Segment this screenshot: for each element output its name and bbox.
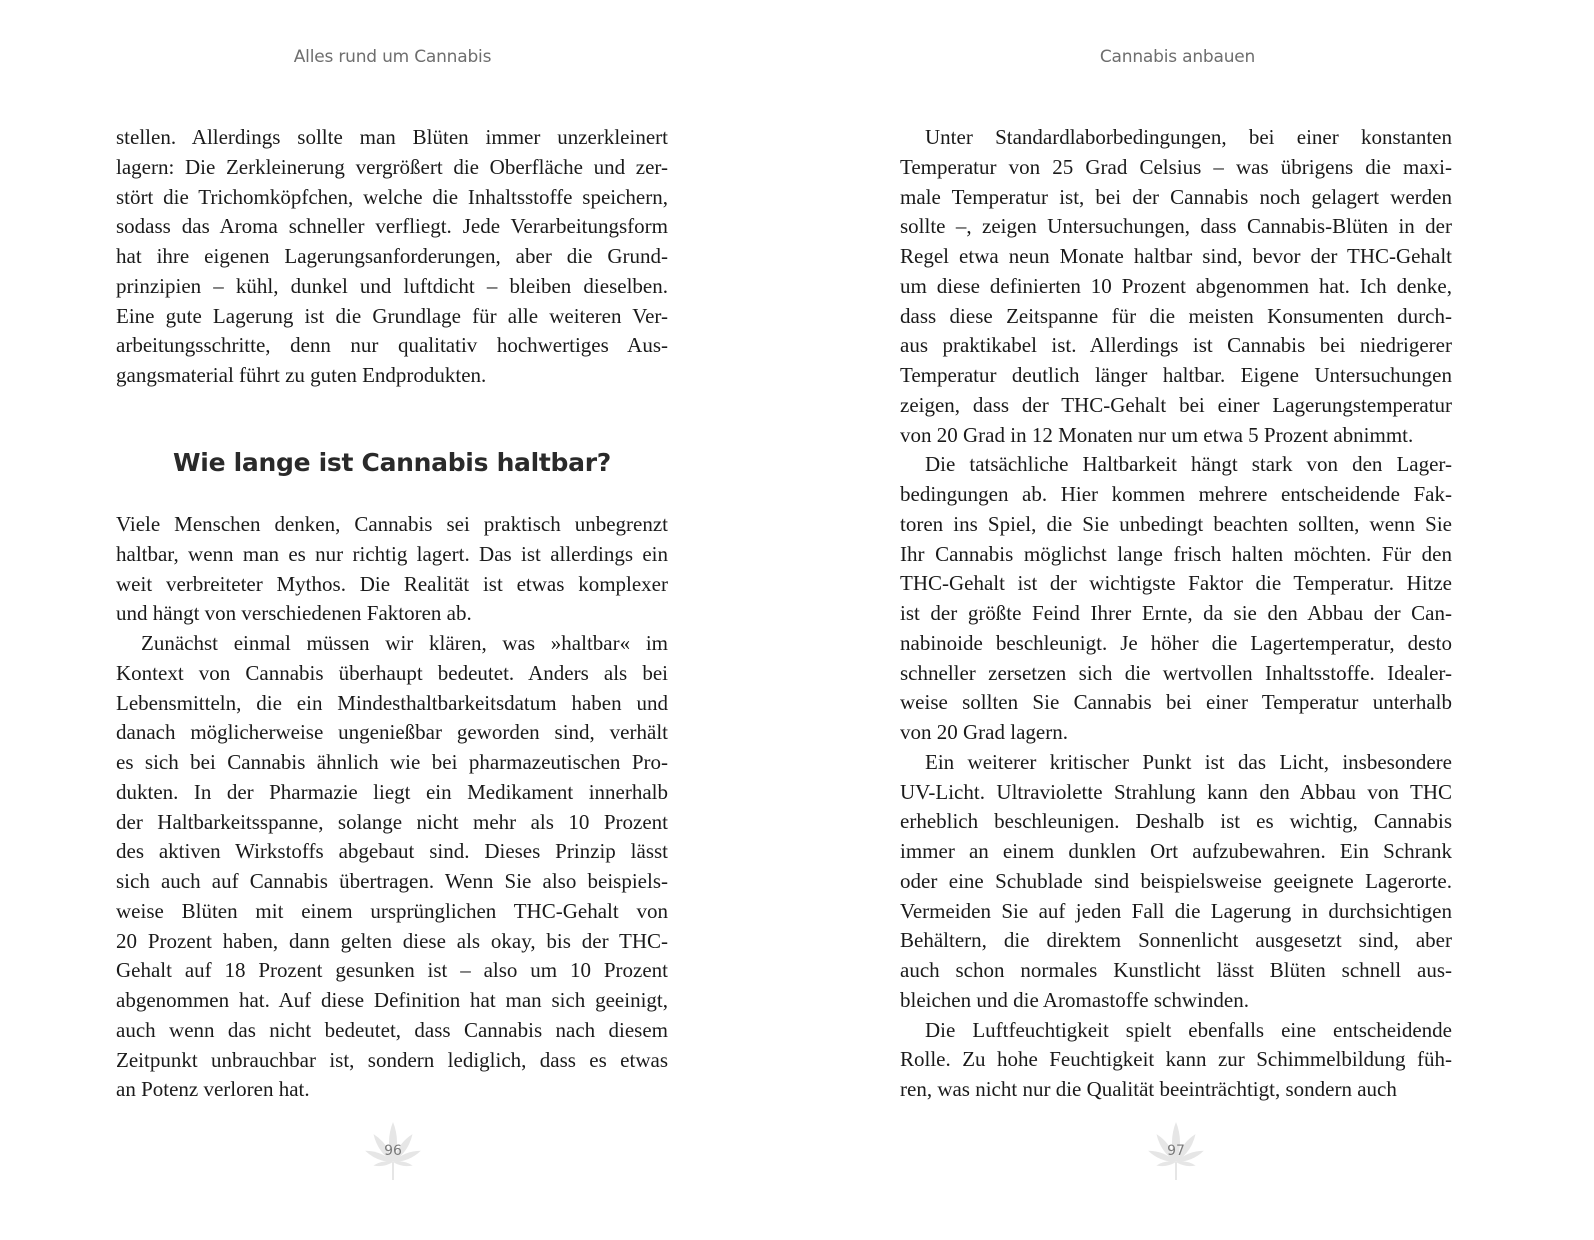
text-line: prinzipien – kühl, dunkel und luftdicht – bleiben dieselben. <box>116 273 668 298</box>
text-line: von 20 Grad in 12 Monaten nur um etwa 5 Prozent abnimmt. <box>900 422 1414 447</box>
text-line: Die tatsächliche Haltbarkeit hängt stark von den Lager- <box>925 452 1452 477</box>
page-number: 96 <box>384 1143 402 1159</box>
text-line: Unter Standardlaborbedingungen, bei einer konstanten <box>925 125 1452 149</box>
text-line: Eine gute Lagerung ist die Grundlage für alle weiteren Ver- <box>116 303 668 328</box>
text-line: Viele Menschen denken, Cannabis sei praktisch unbegrenzt <box>116 512 668 536</box>
text-line: Temperatur deutlich länger haltbar. Eigene Untersuchungen <box>900 363 1452 387</box>
text-line: ist der größte Feind Ihrer Ernte, da sie den Abbau der Can- <box>900 601 1452 625</box>
text-line: auch wenn das nicht bedeutet, dass Cannabis nach diesem <box>116 1017 668 1042</box>
text-line: ren, was nicht nur die Qualität beeinträchtigt, sondern auch <box>900 1077 1397 1101</box>
text-line: hat ihre eigenen Lagerungsanforderungen, aber die Grund- <box>116 244 668 268</box>
text-line: Temperatur von 25 Grad Celsius – was übrigens die maxi- <box>900 154 1452 179</box>
text-line: zeigen, dass der THC-Gehalt bei einer Lagerungstemperatur <box>900 392 1452 417</box>
text-line: von 20 Grad lagern. <box>900 720 1068 744</box>
text-line: Regel etwa neun Monate haltbar sind, bevor der THC-Gehalt <box>900 244 1452 268</box>
right-page <box>797 0 1594 1240</box>
text-line: UV-Licht. Ultraviolette Strahlung kann den Abbau von THC <box>900 779 1452 804</box>
text-line: 20 Prozent haben, dann gelten diese als okay, bis der THC- <box>116 928 668 953</box>
text-line: Zeitpunkt unbrauchbar ist, sondern lediglich, dass es etwas <box>116 1047 668 1072</box>
text-line: THC-Gehalt ist der wichtigste Faktor die Temperatur. Hitze <box>900 571 1452 596</box>
text-line: aus praktikabel ist. Allerdings ist Cannabis bei niedrigerer <box>900 333 1452 358</box>
text-line: lagern: Die Zerkleinerung vergrößert die Oberfläche und zer- <box>116 154 668 179</box>
text-line: bedingungen ab. Hier kommen mehrere entscheidende Fak- <box>900 482 1452 506</box>
text-line: sodass das Aroma schneller verfliegt. Jede Verarbeitungsform <box>116 214 668 239</box>
text-line: auch schon normales Kunstlicht lässt Blüten schnell aus- <box>900 958 1452 982</box>
text-line: toren ins Spiel, die Sie unbedingt beachten sollten, wenn Sie <box>900 511 1452 536</box>
text-line: Behältern, die direktem Sonnenlicht ausgesetzt sind, aber <box>900 928 1452 953</box>
text-line: Vermeiden Sie auf jeden Fall die Lagerung in durchsichtigen <box>900 898 1452 923</box>
text-line: Kontext von Cannabis überhaupt bedeutet. Anders als bei <box>116 660 668 685</box>
text-line: sollte –, zeigen Untersuchungen, dass Cannabis-Blüten in der <box>900 214 1452 239</box>
text-line: bleichen und die Aromastoffe schwinden. <box>900 987 1249 1012</box>
text-line: arbeitungsschritte, denn nur qualitativ hochwertiges Aus- <box>116 333 668 358</box>
text-line: abgenommen hat. Auf diese Definition hat man sich geeinigt, <box>116 988 668 1012</box>
section-heading: Wie lange ist Cannabis haltbar? <box>173 448 611 477</box>
text-line: haltbar, wenn man es nur richtig lagert. Das ist allerdings ein <box>116 541 668 566</box>
text-line: Rolle. Zu hohe Feuchtigkeit kann zur Schimmelbildung füh- <box>900 1047 1452 1072</box>
text-line: Zunächst einmal müssen wir klären, was »haltbar« im <box>141 631 668 655</box>
page-folio <box>353 1118 433 1182</box>
page-number: 97 <box>1167 1143 1185 1159</box>
text-line: Gehalt auf 18 Prozent gesunken ist – also um 10 Prozent <box>116 958 668 983</box>
text-line: es sich bei Cannabis ähnlich wie bei pharmazeutischen Pro- <box>116 750 668 774</box>
text-line: stellen. Allerdings sollte man Blüten immer unzerkleinert <box>116 125 668 149</box>
text-line: dukten. In der Pharmazie liegt ein Medikament innerhalb <box>116 779 668 804</box>
text-line: weise Blüten mit einem ursprünglichen THC-Gehalt von <box>116 898 668 923</box>
text-line: Ihr Cannabis möglichst lange frisch halten möchten. Für den <box>900 541 1452 566</box>
text-line: erheblich beschleunigen. Deshalb ist es wichtig, Cannabis <box>900 809 1452 834</box>
running-head: Alles rund um Cannabis <box>293 47 492 67</box>
text-line: nabinoide beschleunigt. Je höher die Lagertemperatur, desto <box>900 630 1452 655</box>
text-line: um diese definierten 10 Prozent abgenommen hat. Ich denke, <box>900 273 1452 298</box>
text-line: gangsmaterial führt zu guten Endprodukten. <box>116 363 487 387</box>
text-line: an Potenz verloren hat. <box>116 1077 310 1102</box>
text-line: danach möglicherweise ungenießbar geworden sind, verhält <box>116 720 668 745</box>
text-line: immer an einem dunklen Ort aufzubewahren. Ein Schrank <box>900 839 1452 863</box>
text-line: male Temperatur ist, bei der Cannabis noch gelagert werden <box>900 184 1452 209</box>
text-line: weit verbreiteter Mythos. Die Realität ist etwas komplexer <box>116 571 668 596</box>
text-line: schneller zersetzen sich die wertvollen Inhaltsstoffe. Idealer- <box>900 660 1452 685</box>
text-line: weise sollten Sie Cannabis bei einer Temperatur unterhalb <box>900 690 1452 715</box>
text-line: Lebensmitteln, die ein Mindesthaltbarkeitsdatum haben und <box>116 690 668 715</box>
text-line: Die Luftfeuchtigkeit spielt ebenfalls eine entscheidende <box>925 1017 1452 1042</box>
page-folio <box>1136 1118 1216 1182</box>
text-line: des aktiven Wirkstoffs abgebaut sind. Dieses Prinzip lässt <box>116 839 668 864</box>
text-line: sich auch auf Cannabis übertragen. Wenn Sie also beispiels- <box>116 869 668 893</box>
text-line: und hängt von verschiedenen Faktoren ab. <box>116 601 472 626</box>
text-line: oder eine Schublade sind beispielsweise geeignete Lagerorte. <box>900 868 1452 893</box>
text-line: Ein weiterer kritischer Punkt ist das Licht, insbesondere <box>925 749 1452 774</box>
text-line: dass diese Zeitspanne für die meisten Konsumenten durch- <box>900 303 1452 328</box>
text-line: der Haltbarkeitsspanne, solange nicht mehr als 10 Prozent <box>116 809 668 834</box>
text-line: stört die Trichomköpfchen, welche die Inhaltsstoffe speichern, <box>116 184 668 209</box>
running-head: Cannabis anbauen <box>1099 47 1256 67</box>
